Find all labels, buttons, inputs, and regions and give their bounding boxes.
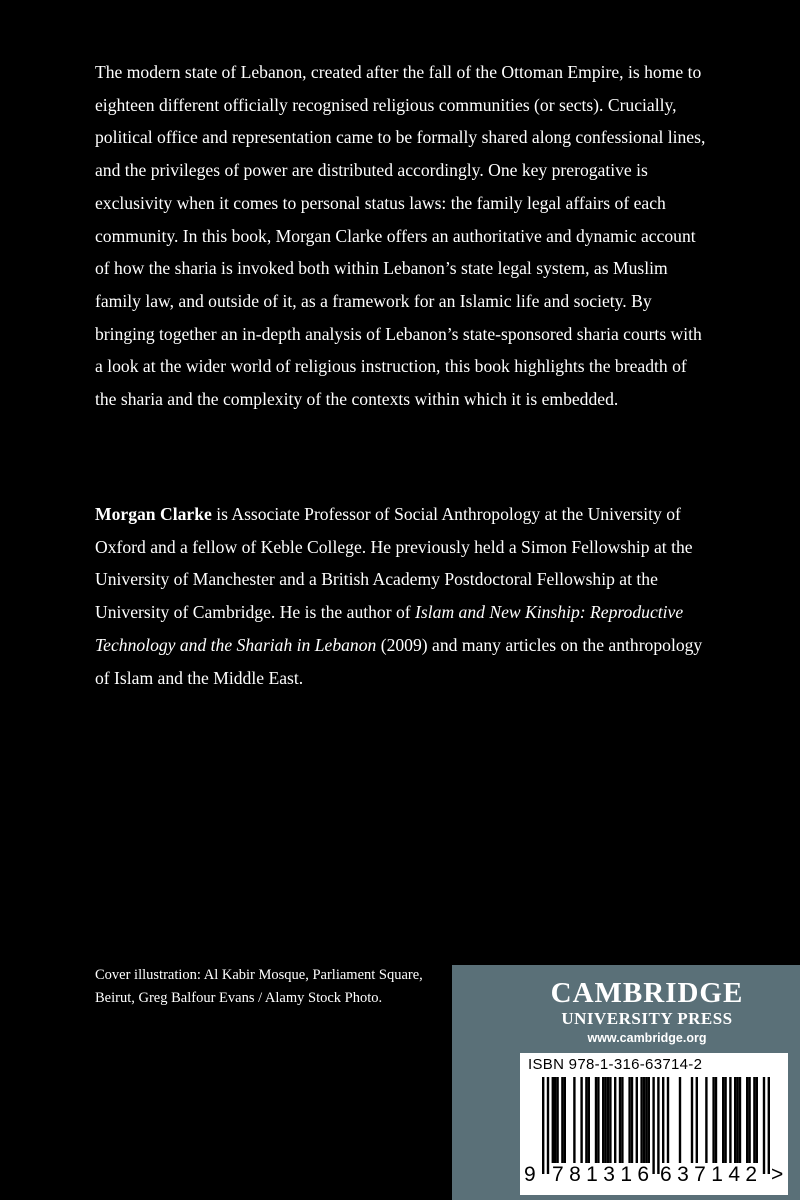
publisher-block: [452, 965, 800, 1200]
barcode-bar: [602, 1077, 604, 1163]
barcode-arrow: >: [771, 1163, 784, 1186]
barcode-bar: [585, 1077, 587, 1163]
barcode-bar: [645, 1077, 647, 1163]
barcode-bar: [604, 1077, 606, 1163]
barcode-bar: [734, 1077, 736, 1163]
isbn-label: ISBN 978-1-316-63714-2: [528, 1056, 703, 1073]
barcode-digit-group-left: 781316: [552, 1163, 655, 1186]
barcode-guard-bar: [657, 1077, 659, 1174]
barcode-bar: [648, 1077, 650, 1163]
barcode-bar: [748, 1077, 750, 1163]
barcode-bar: [640, 1077, 642, 1163]
barcode-bar: [746, 1077, 748, 1163]
barcode-bar: [573, 1077, 575, 1163]
barcode-bar: [679, 1077, 681, 1163]
barcode-bar: [736, 1077, 738, 1163]
barcode-bar: [619, 1077, 621, 1163]
barcode-bar: [753, 1077, 755, 1163]
barcode-bar: [636, 1077, 638, 1163]
barcode-lead-digit: 9: [524, 1163, 536, 1186]
barcode-bar: [556, 1077, 558, 1163]
barcode-panel: [520, 1053, 788, 1195]
barcode-bar: [667, 1077, 669, 1163]
barcode-bar: [628, 1077, 630, 1163]
barcode-bar: [609, 1077, 611, 1163]
barcode-bar: [564, 1077, 566, 1163]
barcode-bar: [729, 1077, 731, 1163]
barcode-guard-bar: [542, 1077, 544, 1174]
barcode-bar: [712, 1077, 714, 1163]
bio-text-end: (2009) and many articles on the anthropology of Islam and the Middle East.: [95, 634, 703, 688]
author-name: Morgan Clarke: [95, 504, 212, 524]
barcode-bar: [715, 1077, 717, 1163]
publisher-website: www.cambridge.org: [587, 1031, 707, 1045]
barcode-bar: [722, 1077, 724, 1163]
barcode-bar: [614, 1077, 616, 1163]
barcode-bar: [739, 1077, 741, 1163]
book-description: The modern state of Lebanon, created after the fall of the Ottoman Empire, is home to eighteen different officially recognised religious communities (or sects). Crucially, political office and representation came to be formally shared along confessional lines, and the privileges of power are distributed accordingly. One key prerogative is exclusivity when it comes to personal status laws: the family legal affairs of each community. In this book, Morgan Clarke offers an authoritative and dynamic account of how the sharia is invoked both within Lebanon’s state legal system, as Muslim family law, and outside of it, as a framework for an Islamic life and society. By bringing together an in-depth analysis of Lebanon’s state-sponsored sharia courts with a look at the wider world of religious instruction, this book highlights the breadth of the sharia and the complexity of the contexts within which it is embedded.: [95, 62, 706, 410]
barcode-bar: [756, 1077, 758, 1163]
barcode-bar: [631, 1077, 633, 1163]
barcode-bar: [561, 1077, 563, 1163]
barcode-bar: [580, 1077, 582, 1163]
barcode-bar: [552, 1077, 554, 1163]
barcode-bar: [643, 1077, 645, 1163]
barcode-bar: [705, 1077, 707, 1163]
barcode-bar: [607, 1077, 609, 1163]
previous-book-title: Islam and New Kinship: Reproductive Technology and the Shariah in Lebanon: [95, 602, 684, 655]
barcode-digit-group-right: 637142: [660, 1163, 763, 1186]
publisher-name: CAMBRIDGE: [550, 977, 744, 1009]
barcode-guard-bar: [547, 1077, 549, 1174]
barcode-bar: [597, 1077, 599, 1163]
cover-illustration-credit: Cover illustration: Al Kabir Mosque, Parliament Square, Beirut, Greg Balfour Evans / Alamy Stock Photo.: [95, 967, 423, 1006]
barcode-bar: [696, 1077, 698, 1163]
barcode-bar: [554, 1077, 556, 1163]
bio-text-start: is Associate Professor of Social Anthropology at the University of Oxford and a fellow of Keble College. He previously held a Simon Fellowship at the University of Manchester and a British Academy Postdoctoral Fellowship at the University of Cambridge. He is the author of: [95, 504, 693, 623]
barcode-bar: [621, 1077, 623, 1163]
barcode-bar: [588, 1077, 590, 1163]
barcode-bar: [595, 1077, 597, 1163]
barcode-guard-bar: [768, 1077, 770, 1174]
barcode-bar: [724, 1077, 726, 1163]
barcode-bar: [662, 1077, 664, 1163]
barcode-guard-bar: [652, 1077, 654, 1174]
barcode-guard-bar: [763, 1077, 765, 1174]
author-biography: [95, 498, 710, 694]
publisher-subtitle: UNIVERSITY PRESS: [561, 1009, 733, 1028]
barcode-bar: [691, 1077, 693, 1163]
